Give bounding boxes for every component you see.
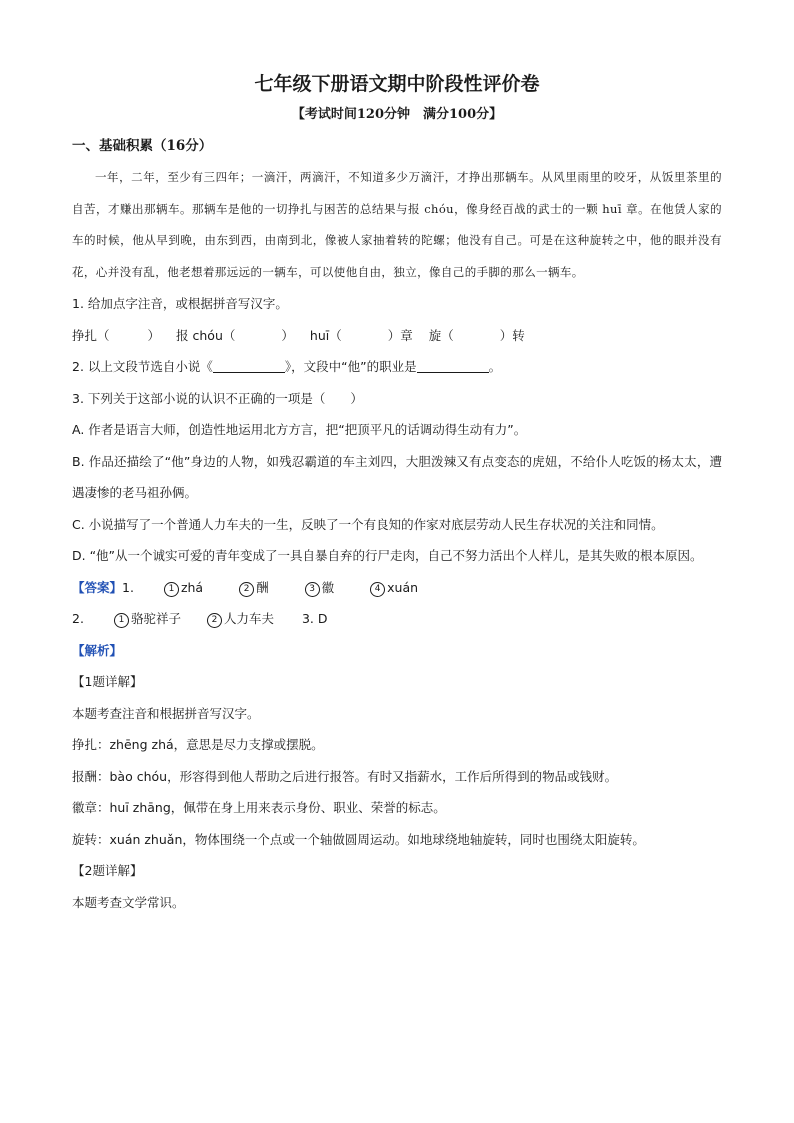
- detail-1-line-4: 旋转：xuán zhuǎn，物体围绕一个点或一个轴做圆周运动。如地球绕地轴旋转，同时也围绕太阳旋转。: [72, 831, 645, 847]
- answer-1-number: 1.: [122, 579, 134, 595]
- detail-1-line-1: 挣扎：zhēng zhá，意思是尽力支撑或摆脱。: [72, 737, 324, 752]
- answer-2-number: 2.: [72, 611, 84, 626]
- q1-item-2: 报 chóu（: [176, 327, 236, 343]
- detail-1-line-2: 报酬：bào chóu，形容得到他人帮助之后进行报答。有时又指薪水，工作后所得到的物品或钱财。: [72, 768, 618, 784]
- exam-title: 七年级下册语文期中阶段性评价卷: [254, 73, 540, 95]
- question-1: 1. 给加点字注音，或根据拼音写汉字。: [72, 296, 288, 311]
- question-2: [72, 351, 722, 383]
- question-1-items: [72, 320, 722, 352]
- q1-item-4: 旋（: [428, 327, 454, 343]
- q2-blank-2[interactable]: [417, 358, 489, 373]
- section-heading: 一、基础积累（16分）: [72, 138, 213, 154]
- option-b: B. 作品还描绘了“他”身边的人物，如残忍霸道的车主刘四，大胆泼辣又有点变态的虎妞，不给仆人吃饭的杨太太，遭遇凄惨的老马祖孙俩。: [72, 453, 722, 500]
- circled-number: 3: [305, 582, 320, 597]
- answer-2-value-1: 骆驼祥子: [130, 611, 181, 626]
- option-d: D. “他”从一个诚实可爱的青年变成了一具自暴自弃的行尸走肉，自己不努力活出个人样儿，是其失败的根本原因。: [72, 548, 703, 563]
- answer-1-value-4: xuán: [387, 579, 419, 595]
- q1-item-3: huī（: [309, 327, 342, 343]
- q1-item-3-close: ）章: [387, 327, 413, 343]
- answer-2-value-2: 人力车夫: [223, 611, 274, 626]
- answer-1-value-3: 徽: [321, 579, 335, 595]
- circled-number: 2: [239, 582, 254, 597]
- circled-number: 1: [114, 613, 129, 628]
- detail-1-intro: 本题考查注音和根据拼音写汉字。: [72, 705, 260, 721]
- answer-3: 3. D: [301, 611, 328, 626]
- q2-text-c: 。: [488, 359, 502, 374]
- answer-label: 【答案】: [72, 579, 123, 595]
- circled-number: 4: [370, 582, 385, 597]
- question-3: 3. 下列关于这部小说的认识不正确的一项是（ ）: [72, 390, 363, 406]
- detail-2-heading: 【2题详解】: [72, 863, 143, 878]
- answer-line-1: [72, 572, 722, 604]
- q1-item-1-close: ）: [147, 327, 161, 343]
- q2-blank-1[interactable]: [213, 358, 285, 373]
- answer-1-value-2: 酬: [256, 579, 269, 595]
- circled-number: 2: [207, 613, 222, 628]
- answer-line-2: [72, 603, 722, 635]
- exam-page: [72, 70, 722, 918]
- q1-item-2-close: ）: [281, 327, 294, 343]
- detail-2-intro: 本题考查文学常识。: [72, 894, 185, 910]
- reading-passage: 一年，二年，至少有三四年；一滴汗，两滴汗，不知道多少万滴汗，才挣出那辆车。从风里雨里的咬牙，从饭里茶里的自苦，才赚出那辆车。那辆车是他的一切挣扎与困苦的总结果与报 chóu，像身经百战的武士的一颗 huī 章。在他赁人家的车的时候，他从早到晚，由东到西，由南到北，像被人家抽着转的陀螺；他没有自己。可是在这种旋转之中，他的眼并没有花，心并没有乱，他老想着那远远的一辆车，可以使他自由，独立，像自己的手脚的那么一辆车。: [72, 170, 722, 279]
- option-c: C. 小说描写了一个普通人力车夫的一生，反映了一个有良知的作家对底层劳动人民生存状况的关注和同情。: [72, 516, 664, 532]
- analysis-label: 【解析】: [72, 642, 123, 658]
- circled-number: 1: [164, 582, 179, 597]
- q2-text-a: 2. 以上文段节选自小说《: [72, 359, 213, 374]
- q1-item-4-close: ）转: [499, 327, 525, 343]
- detail-1-line-3: 徽章：huī zhāng，佩带在身上用来表示身份、职业、荣誉的标志。: [72, 800, 446, 815]
- exam-subtitle: 【考试时间120分钟 满分100分】: [291, 107, 503, 122]
- detail-1-heading: 【1题详解】: [72, 674, 143, 689]
- answer-1-value-1: zhá: [180, 579, 204, 595]
- q1-item-1: 挣扎（: [72, 327, 110, 343]
- option-a: A. 作者是语言大师，创造性地运用北方方言，把“把顶平凡的话调动得生动有力”。: [72, 422, 527, 437]
- q2-text-b: 》，文段中“他”的职业是: [284, 359, 417, 374]
